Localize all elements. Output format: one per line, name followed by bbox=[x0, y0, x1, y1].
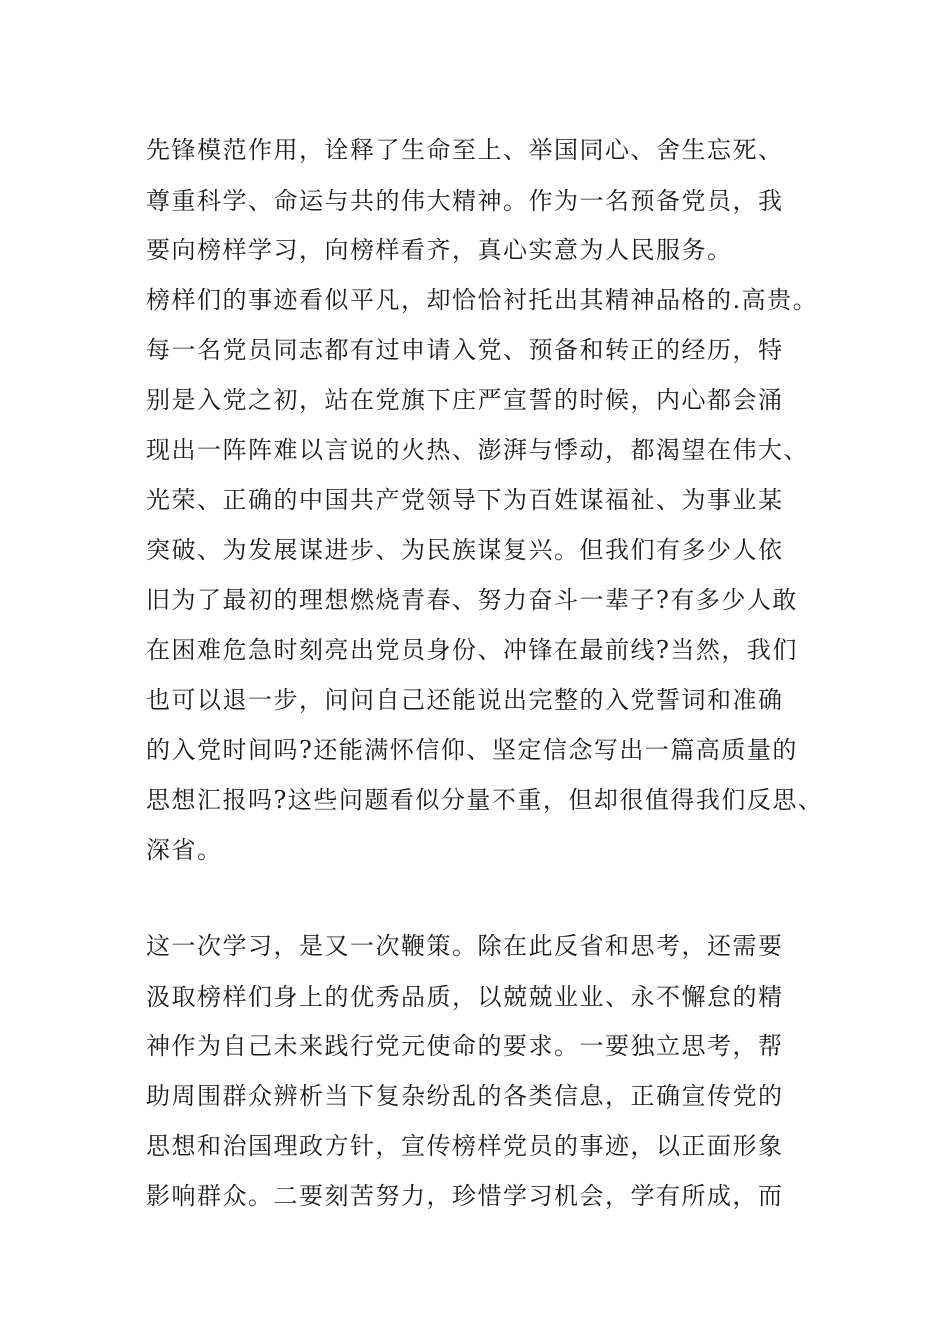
text-line: 神作为自己未来践行党元使命的要求。一要独立思考，帮 bbox=[146, 1032, 784, 1060]
text-line: 光荣、正确的中国共产党领导下为百姓谋福祉、为事业某 bbox=[146, 486, 784, 514]
text-line: 突破、为发展谋进步、为民族谋复兴。但我们有多少人依 bbox=[146, 536, 784, 564]
text-line: 影响群众。二要刻苦努力，珍惜学习机会，学有所成，而 bbox=[146, 1182, 784, 1210]
text-line: 汲取榜样们身上的优秀品质，以兢兢业业、永不懈怠的精 bbox=[146, 983, 784, 1011]
text-line: 要向榜样学习，向榜样看齐，真心实意为人民服务。 bbox=[146, 236, 733, 264]
text-line: 每一名党员同志都有过申请入党、预备和转正的经历，特 bbox=[146, 336, 784, 364]
text-line: 旧为了最初的理想燃烧青春、努力奋斗一辈子?有多少人敢 bbox=[146, 586, 798, 614]
text-line: 先锋模范作用，诠释了生命至上、举国同心、舍生忘死、 bbox=[146, 136, 784, 164]
text-line: 别是入党之初，站在党旗下庄严宣誓的时候，内心都会涌 bbox=[146, 386, 784, 414]
text-line: 助周围群众辨析当下复杂纷乱的各类信息，正确宣传党的 bbox=[146, 1082, 784, 1110]
text-line: 现出一阵阵难以言说的火热、澎湃与悸动，都渴望在伟大、 bbox=[146, 436, 809, 464]
text-line: 深省。 bbox=[146, 836, 223, 864]
text-line: 也可以退一步，问问自己还能说出完整的入党誓词和准确 bbox=[146, 686, 784, 714]
text-line: 在困难危急时刻亮出党员身份、冲锋在最前线?当然，我们 bbox=[146, 636, 798, 664]
text-line: 的入党时间吗?还能满怀信仰、坚定信念写出一篇高质量的 bbox=[146, 736, 798, 764]
text-line: 思想和治国理政方针，宣传榜样党员的事迹，以正面形象 bbox=[146, 1132, 784, 1160]
text-line: 这一次学习，是又一次鞭策。除在此反省和思考，还需要 bbox=[146, 932, 784, 960]
text-line: 尊重科学、命运与共的伟大精神。作为一名预备党员，我 bbox=[146, 187, 784, 215]
text-line: 思想汇报吗?这些问题看似分量不重，但却很值得我们反思、 bbox=[146, 786, 824, 814]
text-line: 榜样们的事迹看似平凡，却恰恰衬托出其精神品格的.高贵。 bbox=[146, 286, 819, 314]
